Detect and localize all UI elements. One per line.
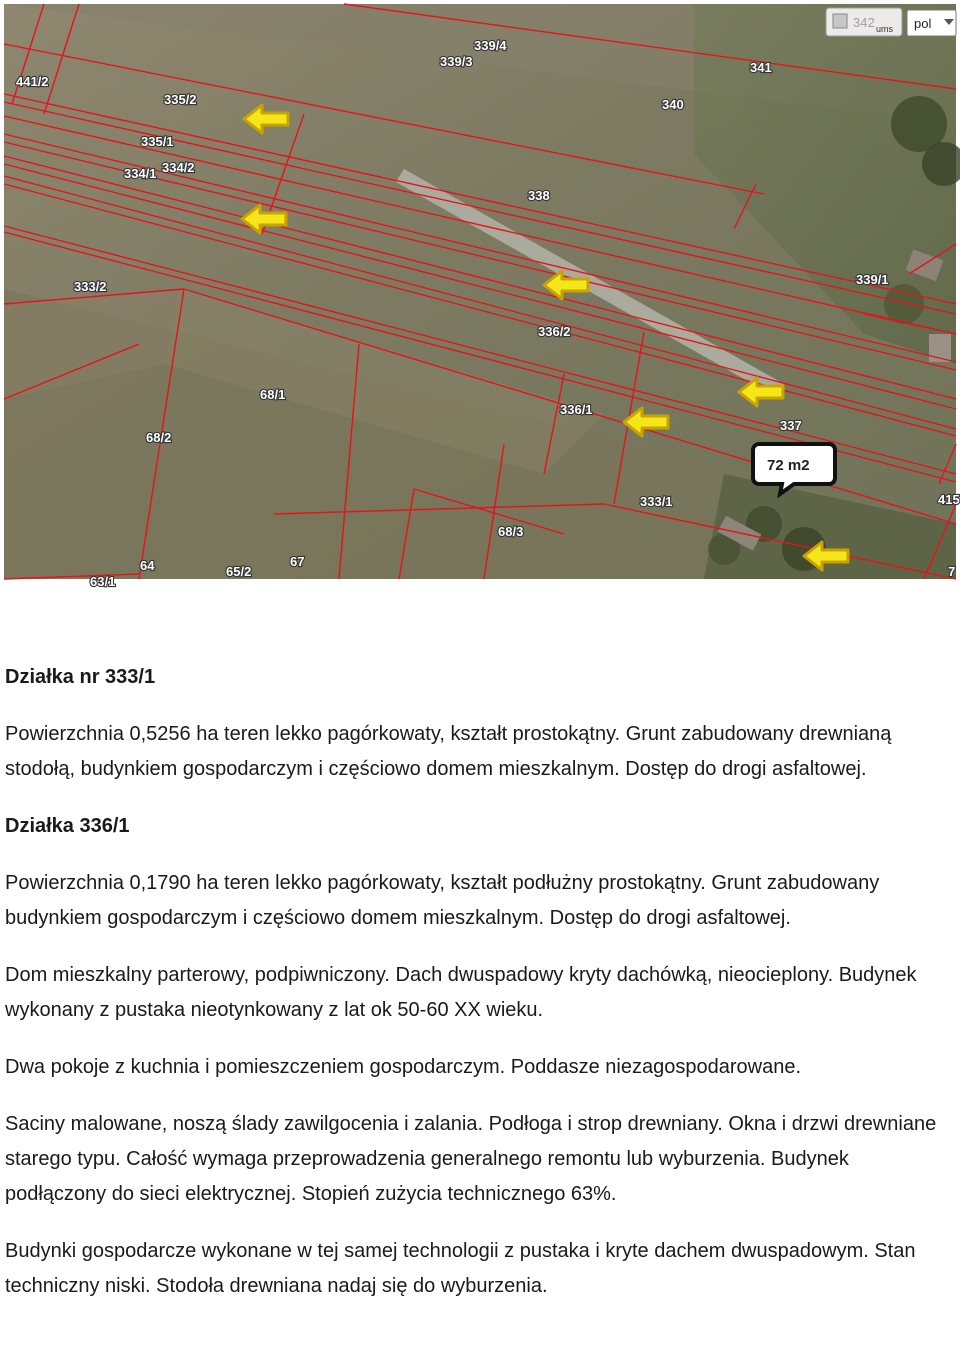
section-heading: Działka 336/1 bbox=[5, 815, 130, 837]
parcel-label: 335/2 bbox=[164, 92, 197, 107]
parcel-label: 65/2 bbox=[226, 564, 252, 579]
parcel-label: 67 bbox=[290, 554, 305, 569]
paragraph: Budynki gospodarcze wykonane w tej samej technologii z pustaka i kryte dachem dwuspadowym. Stan techniczny niski. Stodoła drewniana nadaj się do wyburzenia. bbox=[5, 1240, 916, 1297]
paragraph: Powierzchnia 0,5256 ha teren lekko pagórkowaty, kształt prostokątny. Grunt zabudowany drewnianą stodołą, budynkiem gospodarczym i częściowo domem mieszkalnym. Dostęp do drogi asfaltowej. bbox=[5, 723, 892, 780]
document-body bbox=[5, 660, 955, 1326]
paragraph: Dwa pokoje z kuchnia i pomieszczeniem gospodarczym. Poddasze niezagospodarowane. bbox=[5, 1056, 801, 1078]
map-toolbar[interactable] bbox=[826, 8, 956, 36]
parcel-label: 340 bbox=[662, 97, 684, 112]
parcel-label: 68/3 bbox=[498, 524, 524, 539]
parcel-label: 63/1 bbox=[90, 574, 116, 589]
paragraph: Saciny malowane, noszą ślady zawilgocenia i zalania. Podłoga i strop drewniany. Okna i drzwi drewniane starego typu. Całość wymaga przeprowadzenia generalnego remontu lub wyburzenia. Budynek podłączony do sieci elektrycznej. Stopień zużycia technicznego 63%. bbox=[5, 1113, 937, 1205]
layer-badge-text: 342 bbox=[853, 15, 875, 30]
paragraph: Powierzchnia 0,1790 ha teren lekko pagórkowaty, kształt podłużny prostokątny. Grunt zabudowany budynkiem gospodarczym i częściowo domem mieszkalnym. Dostęp do drogi asfaltowej. bbox=[5, 872, 880, 929]
parcel-label: 336/1 bbox=[560, 402, 593, 417]
parcel-label: 68/2 bbox=[146, 430, 172, 445]
parcel-label: 333/2 bbox=[74, 279, 107, 294]
parcel-label: 7 bbox=[948, 564, 956, 579]
cadastral-map bbox=[4, 4, 960, 589]
map-canvas bbox=[4, 4, 960, 589]
layer-sub-text: ums bbox=[876, 24, 894, 34]
language-select-value: pol bbox=[914, 16, 932, 31]
parcel-label: 333/1 bbox=[640, 494, 673, 509]
parcel-label: 441/2 bbox=[16, 74, 49, 89]
parcel-label: 334/1 bbox=[124, 166, 157, 181]
parcel-label: 339/3 bbox=[440, 54, 473, 69]
parcel-label: 335/1 bbox=[141, 134, 174, 149]
paragraph: Dom mieszkalny parterowy, podpiwniczony. Dach dwuspadowy kryty dachówką, nieocieplony. Budynek wykonany z pustaka nieotynkowany z lat ok 50-60 XX wieku. bbox=[5, 964, 917, 1021]
parcel-label: 415 bbox=[938, 492, 960, 507]
parcel-label: 68/1 bbox=[260, 387, 286, 402]
parcel-label: 339/1 bbox=[856, 272, 889, 287]
layer-icon bbox=[833, 14, 847, 28]
parcel-label: 337 bbox=[780, 418, 802, 433]
parcel-label: 336/2 bbox=[538, 324, 571, 339]
parcel-label: 339/4 bbox=[474, 38, 507, 53]
parcel-label: 334/2 bbox=[162, 160, 195, 175]
area-callout-text: 72 m2 bbox=[767, 457, 810, 474]
parcel-label: 64 bbox=[140, 558, 155, 573]
parcel-label: 338 bbox=[528, 188, 550, 203]
parcel-label: 341 bbox=[750, 60, 772, 75]
section-heading: Działka nr 333/1 bbox=[5, 666, 156, 688]
